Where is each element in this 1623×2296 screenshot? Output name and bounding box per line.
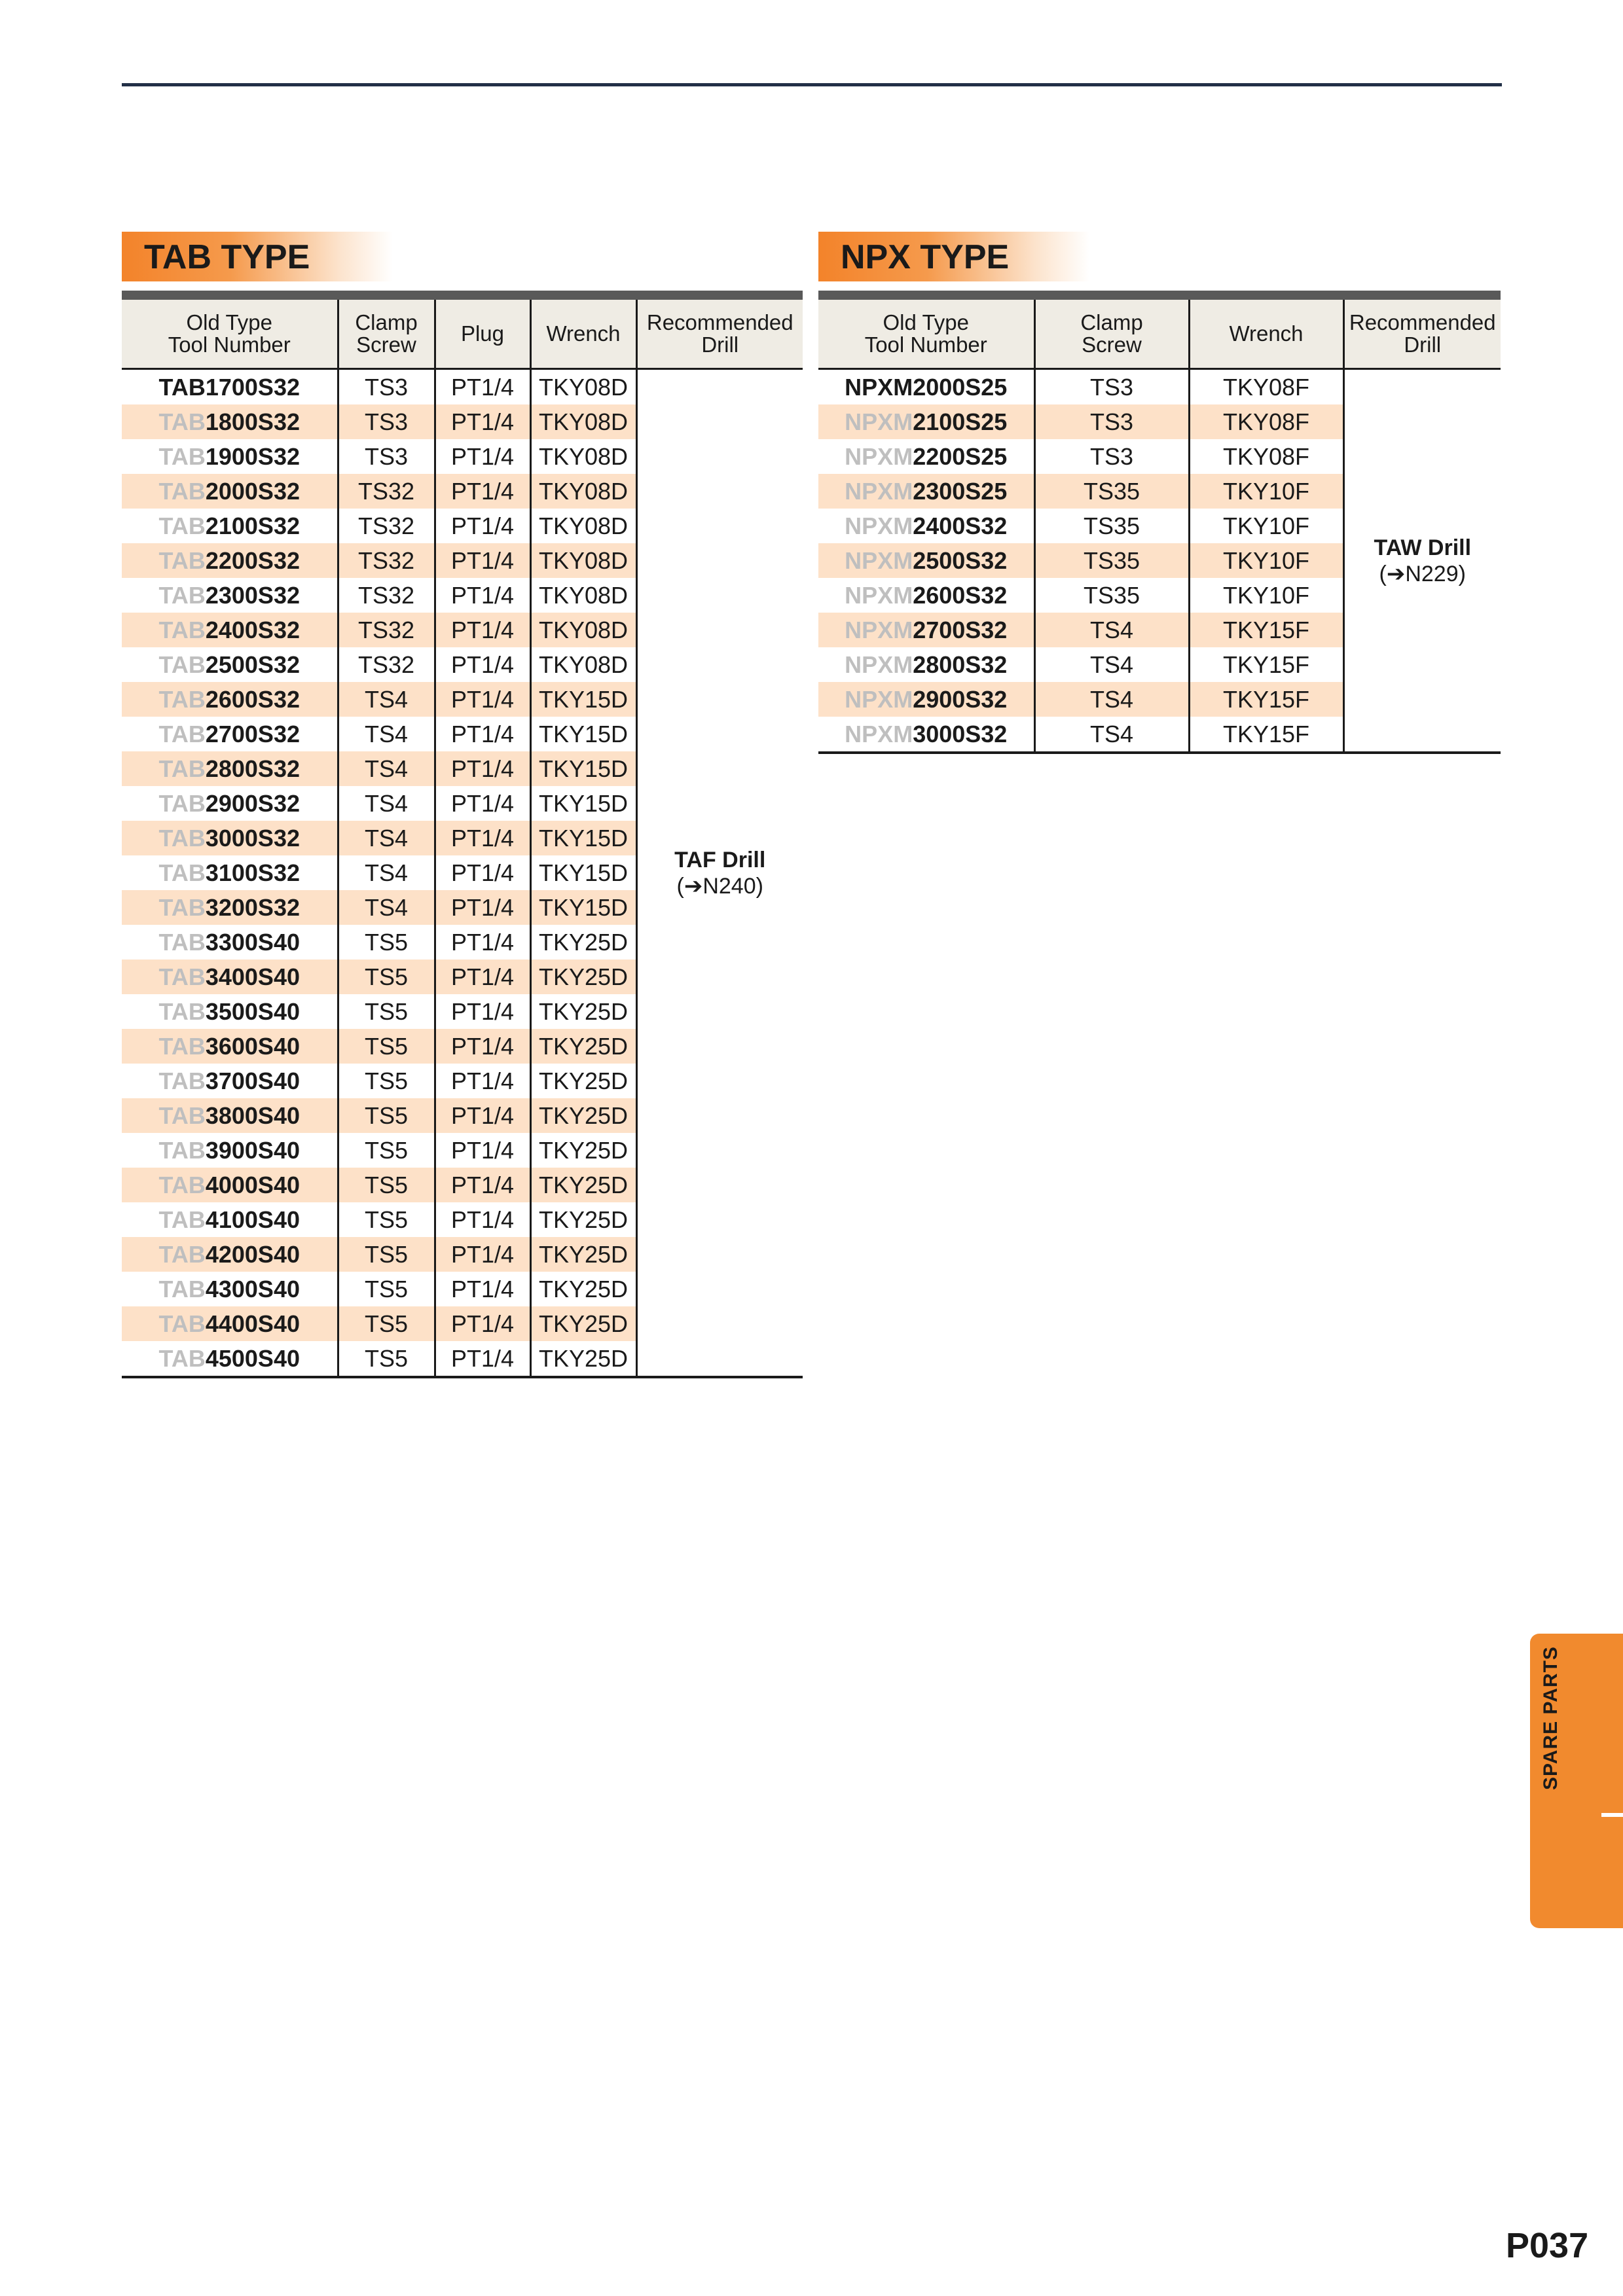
tool-prefix: TAB	[158, 1102, 206, 1129]
plug-cell: PT1/4	[435, 578, 530, 613]
plug-cell: PT1/4	[435, 613, 530, 647]
clamp-cell: TS35	[1034, 543, 1189, 578]
tool-number-cell	[122, 647, 338, 682]
clamp-cell: TS5	[338, 960, 435, 994]
tool-prefix: NPXM	[845, 442, 913, 470]
clamp-cell: TS32	[338, 613, 435, 647]
tool-prefix: TAB	[158, 824, 206, 852]
plug-cell: PT1/4	[435, 925, 530, 960]
tool-suffix: 3200S32	[205, 893, 300, 921]
tool-suffix: 2500S32	[913, 547, 1008, 574]
tool-number-cell	[122, 1168, 338, 1202]
clamp-cell: TS3	[338, 439, 435, 474]
tool-prefix: NPXM	[845, 651, 913, 678]
wrench-cell: TKY15F	[1189, 682, 1343, 717]
wrench-cell: TKY08D	[530, 578, 636, 613]
clamp-cell: TS5	[338, 1306, 435, 1341]
wrench-cell: TKY08D	[530, 474, 636, 509]
wrench-cell: TKY08D	[530, 404, 636, 439]
tool-number-cell	[818, 578, 1034, 613]
tool-number-cell	[122, 1202, 338, 1237]
tool-number-cell	[818, 369, 1034, 405]
tool-prefix: TAB	[158, 755, 206, 782]
header-wrench: Wrench	[530, 300, 636, 369]
tool-prefix: TAB	[158, 685, 206, 713]
plug-cell: PT1/4	[435, 543, 530, 578]
plug-cell: PT1/4	[435, 717, 530, 751]
tool-suffix: 3000S32	[913, 720, 1008, 747]
tool-suffix: 2500S32	[205, 651, 300, 678]
tool-suffix: 2900S32	[913, 685, 1008, 713]
clamp-cell: TS4	[1034, 647, 1189, 682]
plug-cell: PT1/4	[435, 404, 530, 439]
tool-prefix: NPXM	[845, 373, 913, 401]
tool-number-cell	[818, 439, 1034, 474]
tool-number-cell	[122, 1272, 338, 1306]
tool-prefix: NPXM	[845, 477, 913, 505]
wrench-cell: TKY25D	[530, 1341, 636, 1377]
tool-prefix: TAB	[158, 963, 206, 990]
tool-number-cell	[122, 960, 338, 994]
tool-prefix: NPXM	[845, 616, 913, 643]
clamp-cell: TS5	[338, 1237, 435, 1272]
plug-cell: PT1/4	[435, 1064, 530, 1098]
tool-suffix: 3700S40	[205, 1067, 300, 1094]
tool-prefix: TAB	[158, 789, 206, 817]
clamp-cell: TS35	[1034, 474, 1189, 509]
wrench-cell: TKY08D	[530, 613, 636, 647]
tool-suffix: 4500S40	[205, 1344, 300, 1372]
recommended-drill-cell	[1343, 369, 1501, 753]
tool-prefix: TAB	[158, 512, 206, 539]
tool-prefix: TAB	[158, 1344, 206, 1372]
tool-number-cell	[122, 751, 338, 786]
tool-suffix: 2700S32	[913, 616, 1008, 643]
tool-prefix: NPXM	[845, 720, 913, 747]
clamp-cell: TS4	[338, 890, 435, 925]
plug-cell: PT1/4	[435, 960, 530, 994]
tab-type-section	[122, 232, 803, 1378]
tool-number-cell	[122, 1341, 338, 1377]
tool-number-cell	[122, 369, 338, 405]
clamp-cell: TS4	[338, 786, 435, 821]
plug-cell: PT1/4	[435, 786, 530, 821]
tool-prefix: TAB	[158, 859, 206, 886]
plug-cell: PT1/4	[435, 1098, 530, 1133]
tool-suffix: 3300S40	[205, 928, 300, 956]
tool-number-cell	[122, 682, 338, 717]
tool-suffix: 2100S25	[913, 408, 1008, 435]
tool-prefix: TAB	[158, 928, 206, 956]
plug-cell: PT1/4	[435, 994, 530, 1029]
tool-suffix: 4400S40	[205, 1310, 300, 1337]
wrench-cell: TKY25D	[530, 1029, 636, 1064]
wrench-cell: TKY08D	[530, 369, 636, 405]
tool-number-cell	[818, 509, 1034, 543]
tool-suffix: 4100S40	[205, 1206, 300, 1233]
plug-cell: PT1/4	[435, 682, 530, 717]
tool-suffix: 2000S25	[913, 373, 1008, 401]
tool-number-cell	[122, 1064, 338, 1098]
clamp-cell: TS3	[338, 369, 435, 405]
plug-cell: PT1/4	[435, 439, 530, 474]
tool-prefix: NPXM	[845, 512, 913, 539]
tool-prefix: TAB	[158, 1032, 206, 1060]
clamp-cell: TS32	[338, 647, 435, 682]
wrench-cell: TKY08D	[530, 543, 636, 578]
tool-prefix: NPXM	[845, 581, 913, 609]
plug-cell: PT1/4	[435, 509, 530, 543]
tool-number-cell	[818, 404, 1034, 439]
clamp-cell: TS3	[1034, 439, 1189, 474]
tool-number-cell	[818, 682, 1034, 717]
tool-prefix: NPXM	[845, 685, 913, 713]
tool-prefix: TAB	[158, 1310, 206, 1337]
tool-suffix: 2400S32	[205, 616, 300, 643]
tool-prefix: TAB	[158, 1067, 206, 1094]
tool-number-cell	[122, 855, 338, 890]
wrench-cell: TKY25D	[530, 1133, 636, 1168]
npx-type-table	[818, 300, 1501, 754]
tool-prefix: NPXM	[845, 408, 913, 435]
wrench-cell: TKY10F	[1189, 578, 1343, 613]
tab-type-title: TAB TYPE	[122, 232, 393, 281]
tool-suffix: 4000S40	[205, 1171, 300, 1198]
tool-number-cell	[818, 717, 1034, 753]
title-bar	[122, 291, 803, 300]
wrench-cell: TKY15D	[530, 751, 636, 786]
header-wrench: Wrench	[1189, 300, 1343, 369]
tool-number-cell	[818, 543, 1034, 578]
wrench-cell: TKY25D	[530, 1168, 636, 1202]
clamp-cell: TS32	[338, 509, 435, 543]
clamp-cell: TS5	[338, 1029, 435, 1064]
clamp-cell: TS4	[338, 821, 435, 855]
clamp-cell: TS32	[338, 578, 435, 613]
tool-prefix: TAB	[158, 893, 206, 921]
plug-cell: PT1/4	[435, 1133, 530, 1168]
wrench-cell: TKY15F	[1189, 717, 1343, 753]
tool-number-cell	[122, 613, 338, 647]
tool-number-cell	[122, 821, 338, 855]
tool-prefix: TAB	[158, 442, 206, 470]
tool-number-cell	[122, 439, 338, 474]
tool-prefix: TAB	[158, 997, 206, 1025]
clamp-cell: TS4	[338, 751, 435, 786]
wrench-cell: TKY25D	[530, 1064, 636, 1098]
clamp-cell: TS32	[338, 474, 435, 509]
header-clamp-screw: Clamp Screw	[338, 300, 435, 369]
plug-cell: PT1/4	[435, 647, 530, 682]
tool-suffix: 2200S32	[205, 547, 300, 574]
top-rule	[122, 83, 1502, 86]
wrench-cell: TKY08F	[1189, 439, 1343, 474]
side-tab-label: SPARE PARTS	[1540, 1646, 1561, 1790]
plug-cell: PT1/4	[435, 890, 530, 925]
tool-suffix: 4300S40	[205, 1275, 300, 1302]
clamp-cell: TS32	[338, 543, 435, 578]
clamp-cell: TS5	[338, 1202, 435, 1237]
wrench-cell: TKY15D	[530, 682, 636, 717]
tool-suffix: 2100S32	[205, 512, 300, 539]
npx-type-title: NPX TYPE	[818, 232, 1089, 281]
wrench-cell: TKY25D	[530, 1202, 636, 1237]
clamp-cell: TS3	[338, 404, 435, 439]
plug-cell: PT1/4	[435, 369, 530, 405]
tool-suffix: 2800S32	[205, 755, 300, 782]
table-row	[122, 369, 803, 405]
drill-name: TAW Drill	[1374, 535, 1472, 560]
tool-suffix: 2300S32	[205, 581, 300, 609]
clamp-cell: TS4	[338, 855, 435, 890]
tool-suffix: 2300S25	[913, 477, 1008, 505]
drill-reference: (➔N229)	[1379, 561, 1466, 586]
wrench-cell: TKY25D	[530, 1098, 636, 1133]
header-clamp-screw: Clamp Screw	[1034, 300, 1189, 369]
plug-cell: PT1/4	[435, 1272, 530, 1306]
tool-number-cell	[122, 786, 338, 821]
plug-cell: PT1/4	[435, 855, 530, 890]
tool-suffix: 3500S40	[205, 997, 300, 1025]
tool-suffix: 2000S32	[205, 477, 300, 505]
clamp-cell: TS4	[338, 717, 435, 751]
tool-prefix: TAB	[158, 547, 206, 574]
tool-number-cell	[122, 1237, 338, 1272]
tool-number-cell	[122, 474, 338, 509]
plug-cell: PT1/4	[435, 1202, 530, 1237]
wrench-cell: TKY25D	[530, 1306, 636, 1341]
clamp-cell: TS5	[338, 925, 435, 960]
clamp-cell: TS5	[338, 1064, 435, 1098]
tool-suffix: 2700S32	[205, 720, 300, 747]
tool-suffix: 2600S32	[913, 581, 1008, 609]
wrench-cell: TKY10F	[1189, 543, 1343, 578]
tool-number-cell	[122, 1029, 338, 1064]
clamp-cell: TS3	[1034, 369, 1189, 405]
tool-prefix: NPXM	[845, 547, 913, 574]
title-bar	[818, 291, 1501, 300]
wrench-cell: TKY08F	[1189, 369, 1343, 405]
recommended-drill-cell	[636, 369, 803, 1378]
wrench-cell: TKY15D	[530, 717, 636, 751]
tool-suffix: 3100S32	[205, 859, 300, 886]
wrench-cell: TKY08D	[530, 509, 636, 543]
tool-number-cell	[122, 925, 338, 960]
tool-number-cell	[122, 717, 338, 751]
tool-prefix: TAB	[158, 1171, 206, 1198]
table-row	[818, 369, 1501, 405]
wrench-cell: TKY10F	[1189, 474, 1343, 509]
drill-reference: (➔N240)	[676, 873, 763, 899]
wrench-cell: TKY08F	[1189, 404, 1343, 439]
clamp-cell: TS3	[1034, 404, 1189, 439]
clamp-cell: TS4	[1034, 613, 1189, 647]
header-tool-number: Old Type Tool Number	[122, 300, 338, 369]
tool-number-cell	[818, 474, 1034, 509]
tool-suffix: 2400S32	[913, 512, 1008, 539]
wrench-cell: TKY25D	[530, 1272, 636, 1306]
tool-number-cell	[122, 543, 338, 578]
tool-number-cell	[122, 1306, 338, 1341]
plug-cell: PT1/4	[435, 1029, 530, 1064]
wrench-cell: TKY10F	[1189, 509, 1343, 543]
wrench-cell: TKY08D	[530, 439, 636, 474]
tool-suffix: 2600S32	[205, 685, 300, 713]
header-tool-number: Old Type Tool Number	[818, 300, 1034, 369]
wrench-cell: TKY25D	[530, 994, 636, 1029]
clamp-cell: TS5	[338, 1341, 435, 1377]
wrench-cell: TKY08D	[530, 647, 636, 682]
clamp-cell: TS5	[338, 1098, 435, 1133]
tool-number-cell	[122, 890, 338, 925]
wrench-cell: TKY15F	[1189, 613, 1343, 647]
tool-number-cell	[122, 994, 338, 1029]
tool-number-cell	[122, 509, 338, 543]
tool-prefix: TAB	[158, 1206, 206, 1233]
tool-suffix: 3600S40	[205, 1032, 300, 1060]
tool-prefix: TAB	[158, 373, 206, 401]
tool-suffix: 2800S32	[913, 651, 1008, 678]
tool-prefix: TAB	[158, 720, 206, 747]
plug-cell: PT1/4	[435, 751, 530, 786]
tool-suffix: 3400S40	[205, 963, 300, 990]
plug-cell: PT1/4	[435, 1168, 530, 1202]
wrench-cell: TKY15F	[1189, 647, 1343, 682]
tool-number-cell	[122, 1133, 338, 1168]
tool-suffix: 3900S40	[205, 1136, 300, 1164]
wrench-cell: TKY25D	[530, 925, 636, 960]
tool-prefix: TAB	[158, 651, 206, 678]
tool-number-cell	[122, 578, 338, 613]
clamp-cell: TS35	[1034, 578, 1189, 613]
tool-prefix: TAB	[158, 477, 206, 505]
side-tab-notch	[1601, 1813, 1623, 1817]
tool-suffix: 2900S32	[205, 789, 300, 817]
plug-cell: PT1/4	[435, 821, 530, 855]
clamp-cell: TS5	[338, 1272, 435, 1306]
tool-suffix: 4200S40	[205, 1240, 300, 1268]
tool-suffix: 1700S32	[205, 373, 300, 401]
tool-prefix: TAB	[158, 1136, 206, 1164]
wrench-cell: TKY15D	[530, 890, 636, 925]
tool-suffix: 3000S32	[205, 824, 300, 852]
plug-cell: PT1/4	[435, 1341, 530, 1377]
table-header-row	[818, 300, 1501, 369]
tool-prefix: TAB	[158, 616, 206, 643]
wrench-cell: TKY15D	[530, 821, 636, 855]
tool-number-cell	[818, 647, 1034, 682]
tool-prefix: TAB	[158, 1240, 206, 1268]
page-number: P037	[1506, 2226, 1589, 2265]
tool-prefix: TAB	[158, 581, 206, 609]
plug-cell: PT1/4	[435, 474, 530, 509]
clamp-cell: TS5	[338, 1133, 435, 1168]
clamp-cell: TS35	[1034, 509, 1189, 543]
tab-type-table	[122, 300, 803, 1378]
plug-cell: PT1/4	[435, 1306, 530, 1341]
header-recommended-drill: Recommended Drill	[1343, 300, 1501, 369]
tool-prefix: TAB	[158, 408, 206, 435]
header-recommended-drill: Recommended Drill	[636, 300, 803, 369]
tool-prefix: TAB	[158, 1275, 206, 1302]
clamp-cell: TS5	[338, 994, 435, 1029]
wrench-cell: TKY25D	[530, 960, 636, 994]
tool-number-cell	[122, 404, 338, 439]
tool-number-cell	[122, 1098, 338, 1133]
tool-number-cell	[818, 613, 1034, 647]
npx-type-section	[818, 232, 1501, 754]
wrench-cell: TKY25D	[530, 1237, 636, 1272]
clamp-cell: TS4	[1034, 682, 1189, 717]
wrench-cell: TKY15D	[530, 855, 636, 890]
clamp-cell: TS5	[338, 1168, 435, 1202]
tool-suffix: 3800S40	[205, 1102, 300, 1129]
clamp-cell: TS4	[338, 682, 435, 717]
clamp-cell: TS4	[1034, 717, 1189, 753]
header-plug: Plug	[435, 300, 530, 369]
drill-name: TAF Drill	[674, 847, 766, 872]
tool-suffix: 1800S32	[205, 408, 300, 435]
plug-cell: PT1/4	[435, 1237, 530, 1272]
tool-suffix: 1900S32	[205, 442, 300, 470]
wrench-cell: TKY15D	[530, 786, 636, 821]
table-header-row	[122, 300, 803, 369]
tool-suffix: 2200S25	[913, 442, 1008, 470]
